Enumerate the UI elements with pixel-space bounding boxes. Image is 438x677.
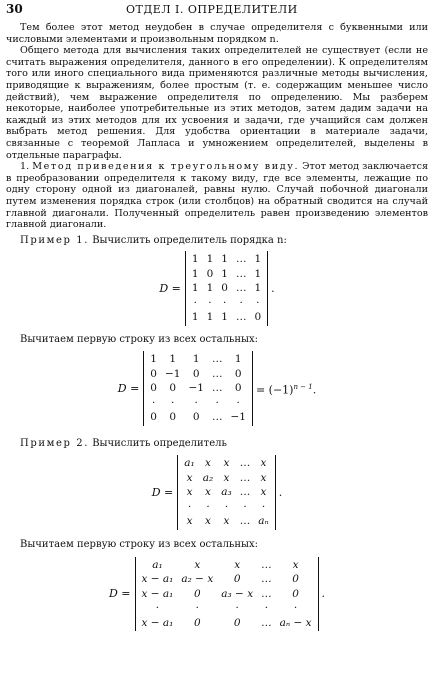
result-rhs-base: = (−1) [255,383,294,397]
example-2-result [6,557,428,632]
matrix-cell: 1 [206,311,214,324]
matrix-cell: 1 [191,282,199,295]
matrix-cell: 0 [234,367,242,380]
matrix-cell: 0 [192,411,200,424]
matrix-cell: 0 [233,573,241,586]
example-2-heading [6,438,428,450]
matrix-cell: 0 [169,382,177,395]
matrix-cell: 1 [150,353,157,366]
matrix-cell: … [261,616,272,629]
matrix-cell: x [223,515,230,528]
matrix-cell: · [222,296,227,309]
matrix-cell: 0 [221,282,228,295]
matrix-cell: 0 [234,382,242,395]
result-exponent: n − 1 [293,382,313,391]
matrix-cell: x [260,457,267,470]
matrix-cell: 1 [191,253,199,266]
example-1-label: Пример 1. [20,234,90,246]
matrix-cell: … [211,411,223,424]
matrix-cell: 1 [221,311,228,324]
paragraph-intro: Тем более этот метод неудобен в случае определителя с буквенными или числовыми элементами и произвольным порядком n. [6,22,428,45]
matrix-cell: … [239,486,251,499]
matrix-cell: 0 [233,616,241,629]
result-trail: . [312,383,317,397]
matrix-cell: a₁ [152,558,163,571]
example-1-text: Вычислить определитель порядка n: [92,234,287,246]
matrix-cell: · [171,396,175,409]
matrix-cell: … [239,457,251,470]
example-2-label: Пример 2. [20,437,90,449]
matrix-cell: x − a₁ [141,587,174,600]
matrix-cell: … [239,471,251,484]
matrix-cell: 0 [192,367,200,380]
matrix-cell: 0 [193,587,201,600]
example-2-note: Вычитаем первую строку из всех остальных: [20,538,259,550]
matrix-cell: … [261,558,272,571]
matrix-cell: 1 [206,282,214,295]
matrix-cell: 0 [169,411,177,424]
matrix-cell: aₙ − x [279,616,312,629]
matrix-cell: · [236,396,240,409]
matrix-cell: 0 [150,382,157,395]
formula-lhs: D = [159,281,181,295]
matrix-cell: … [239,515,251,528]
matrix-cell: x [194,558,201,571]
paragraph-triangular-method [6,161,428,231]
formula-lhs: D = [151,485,174,499]
matrix-cell: · [155,602,160,615]
paragraph-methods: Общего метода для вычисления таких определителей не существует (если не считать выражения определителя, данного в его определении). К определителям того или иного специального вида применяются различные методы вычисления, приводящие к выражениям, более простым (т. е. содержащим меньшее число действий), чем выражение определителя по определению. Мы разберем некоторые, наиболее употребительные из этих методов, затем дадим задачи на каждый из этих методов для их усвоения и задачи, где учащийся сам должен выбрать метод решения. Для удобства ориентации в материале задачи, связанные с теоремой Лапласа и умножением определителей, выделены в отдельные параграфы. [6,45,428,161]
result-lhs: D = [108,587,131,601]
example-1-formula [6,251,428,326]
formula-trail: . [278,485,283,499]
example-2-formula [6,455,428,530]
matrix-cell: x [223,457,230,470]
matrix-cell: · [235,602,239,615]
matrix-cell: 0 [206,267,214,280]
example-2-text: Вычислить определитель [92,437,227,449]
matrix-cell: · [151,396,156,409]
matrix-cell: 1 [221,267,228,280]
matrix-cell: … [261,587,272,600]
matrix-cell: … [211,382,223,395]
example-1-result [6,351,428,426]
determinant-2-reduced [135,557,319,632]
matrix-cell: x − a₁ [141,616,174,629]
matrix-cell: 0 [254,311,262,324]
result-rhs [256,382,316,396]
matrix-cell: … [211,367,223,380]
matrix-cell: 1 [234,353,242,366]
matrix-cell: · [293,602,298,615]
matrix-cell: x [205,515,211,528]
matrix-cell: … [211,353,223,366]
matrix-cell: x [260,486,267,499]
matrix-cell: 1 [191,311,199,324]
matrix-cell: a₃ [221,486,232,499]
matrix-cell: a₂ [202,471,214,484]
matrix-cell: · [206,500,210,513]
result-lhs: D = [117,381,140,395]
page-header [6,2,432,18]
matrix-cell: · [187,500,192,513]
matrix-cell: x [205,457,211,470]
matrix-cell: x [186,515,193,528]
matrix-cell: … [261,573,272,586]
matrix-cell: −1 [164,367,181,380]
matrix-cell: a₁ [184,457,195,470]
matrix-cell: · [195,602,199,615]
matrix-cell: 1 [191,267,199,280]
determinant-1 [185,251,268,326]
matrix-cell: −1 [188,382,204,395]
running-title: ОТДЕЛ I. ОПРЕДЕЛИТЕЛИ [126,3,298,16]
matrix-cell: a₂ − x [181,573,214,586]
determinant-2 [177,455,275,530]
matrix-cell: 1 [221,253,228,266]
matrix-cell: x [234,558,241,571]
matrix-cell: · [215,396,219,409]
example-1-note: Вычитаем первую строку из всех остальных: [20,333,259,345]
matrix-cell: · [261,500,266,513]
matrix-cell: 1 [169,353,177,366]
matrix-cell: 0 [193,616,201,629]
matrix-cell: x [260,471,267,484]
matrix-cell: 1 [254,267,262,280]
matrix-cell: … [235,282,247,295]
matrix-cell: · [224,500,229,513]
matrix-cell: a₃ − x [221,587,254,600]
matrix-cell: 0 [150,411,157,424]
matrix-cell: −1 [230,411,246,424]
matrix-cell: · [243,500,247,513]
matrix-cell: … [235,253,247,266]
result-trail: . [321,587,326,601]
matrix-cell: … [235,311,247,324]
matrix-cell: x − a₁ [141,573,174,586]
matrix-cell: aₙ [258,515,269,528]
determinant-1-reduced [143,351,253,426]
matrix-cell: · [208,296,212,309]
page-number: 30 [6,2,23,16]
matrix-cell: · [256,296,260,309]
formula-trail: . [271,281,275,295]
example-1-heading [6,235,428,247]
method-title: Метод приведения к треугольному виду. [32,161,300,173]
matrix-cell: · [193,296,197,309]
matrix-cell: x [186,486,193,499]
matrix-cell: · [239,296,243,309]
matrix-cell: x [186,471,193,484]
matrix-cell: · [194,396,198,409]
matrix-cell: · [264,602,269,615]
matrix-cell: x [223,471,230,484]
matrix-cell: x [205,486,211,499]
matrix-cell: 0 [292,573,299,586]
matrix-cell: x [292,558,299,571]
method-number: 1. [20,161,30,173]
matrix-cell: 1 [254,282,262,295]
method-text: Этот метод заключается в преобразовании определителя к такому виду, где все элементы, лежащие по одну сторону одной из диагоналей, равны нулю. Случай побочной диагонали путем изменения порядка строк (или столбцов) на обратный сводится на случай главной диагонали. Полученный определитель равен произведению элементов главной диагонали. [6,161,429,231]
matrix-cell: 1 [254,253,262,266]
matrix-cell: 1 [192,353,200,366]
page-body [6,22,428,631]
matrix-cell: 0 [292,587,299,600]
matrix-cell: 1 [206,253,214,266]
matrix-cell: … [235,267,247,280]
matrix-cell: 0 [150,367,157,380]
